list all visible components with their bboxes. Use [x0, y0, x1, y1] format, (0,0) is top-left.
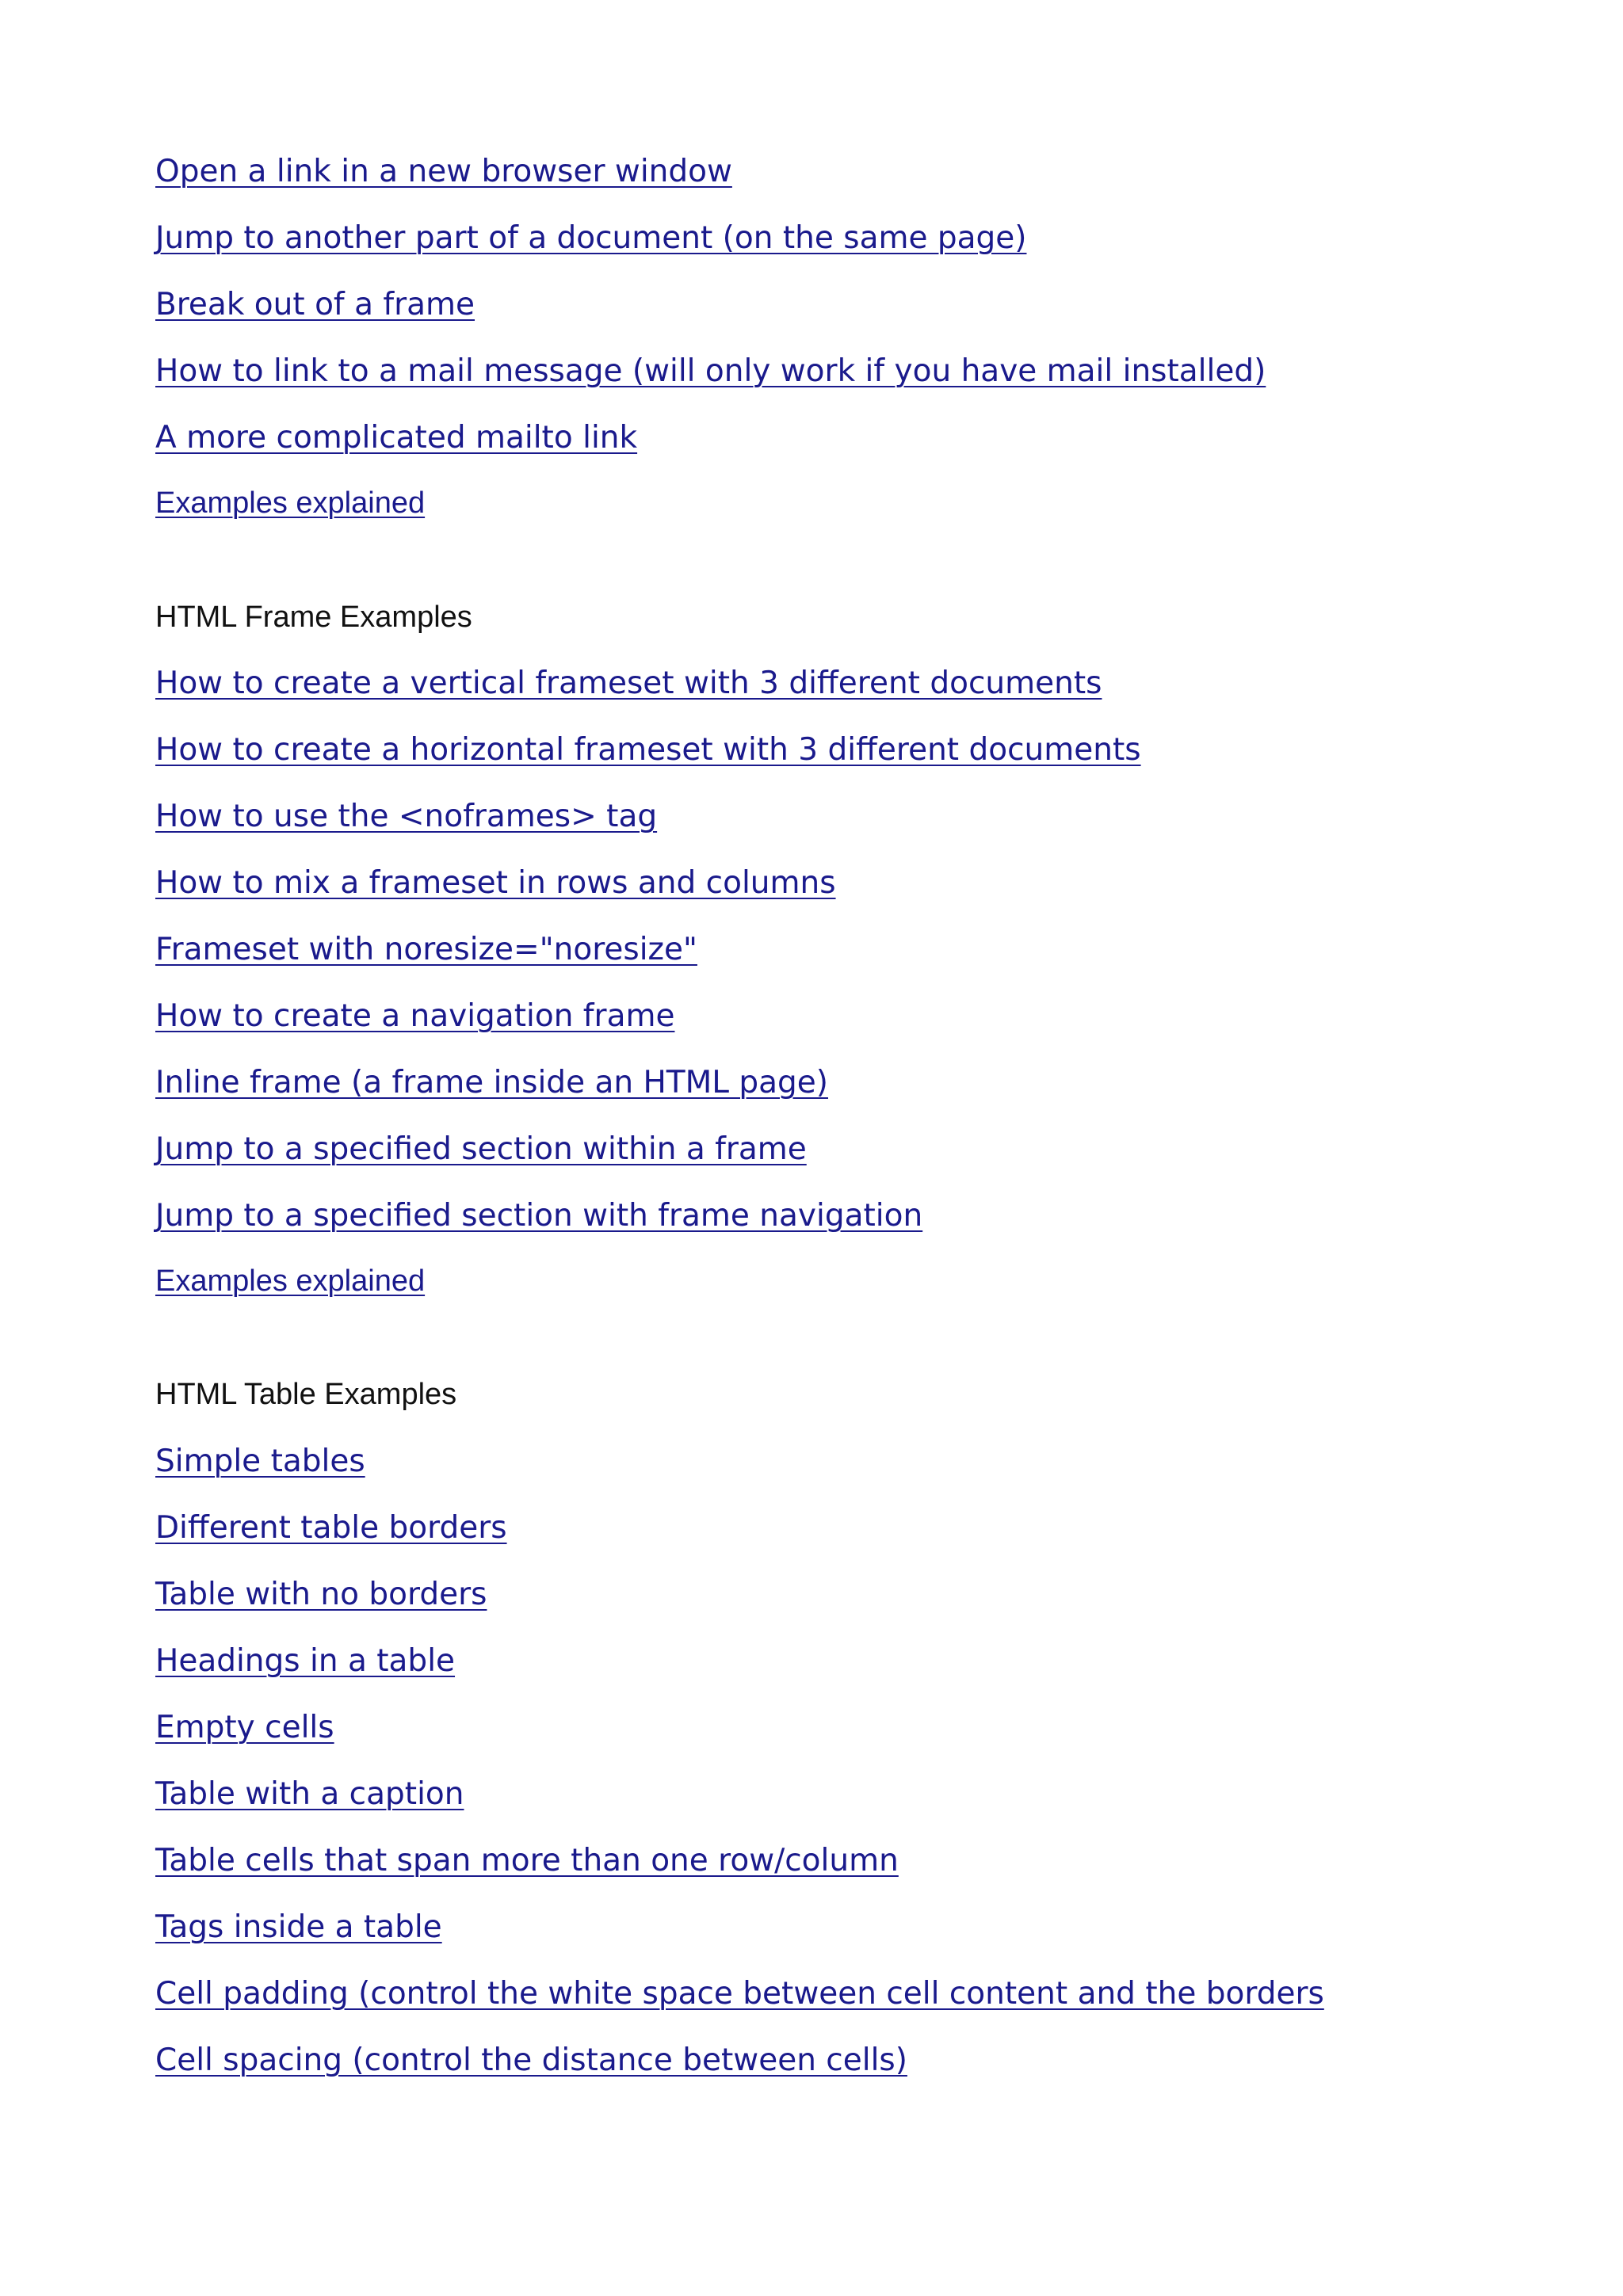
example-link[interactable]: Inline frame (a frame inside an HTML page): [155, 1065, 829, 1100]
example-link[interactable]: Simple tables: [155, 1444, 365, 1479]
example-link[interactable]: Empty cells: [155, 1710, 334, 1745]
example-link[interactable]: Tags inside a table: [155, 1909, 442, 1945]
example-link[interactable]: Different table borders: [155, 1510, 507, 1546]
example-link[interactable]: Break out of a frame: [155, 287, 475, 322]
example-link[interactable]: Headings in a table: [155, 1643, 456, 1679]
example-link[interactable]: Open a link in a new browser window: [155, 154, 732, 189]
example-link[interactable]: Cell padding (control the white space between cell content and the borders: [155, 1976, 1324, 2012]
example-link[interactable]: How to create a navigation frame: [155, 998, 675, 1034]
section-heading-table: HTML Table Examples: [155, 1378, 457, 1411]
example-link[interactable]: How to mix a frameset in rows and columns: [155, 865, 836, 901]
example-link[interactable]: Jump to a specified section with frame navigation: [155, 1198, 923, 1234]
example-link[interactable]: How to create a horizontal frameset with 3 different documents: [155, 732, 1141, 768]
examples-explained-link[interactable]: Examples explained: [155, 486, 426, 520]
example-link[interactable]: A more complicated mailto link: [155, 420, 638, 456]
example-link[interactable]: Frameset with noresize="noresize": [155, 932, 697, 967]
example-link[interactable]: How to create a vertical frameset with 3 different documents: [155, 666, 1102, 701]
example-link[interactable]: Cell spacing (control the distance between cells): [155, 2042, 907, 2078]
example-link[interactable]: How to link to a mail message (will only work if you have mail installed): [155, 353, 1266, 389]
example-link[interactable]: Table with a caption: [155, 1776, 464, 1812]
example-link[interactable]: Jump to a specified section within a frame: [155, 1131, 807, 1167]
example-link[interactable]: Table cells that span more than one row/column: [155, 1843, 899, 1878]
example-link[interactable]: Table with no borders: [155, 1577, 487, 1612]
example-link[interactable]: Jump to another part of a document (on the same page): [155, 220, 1027, 256]
section-heading-frame: HTML Frame Examples: [155, 601, 472, 634]
examples-explained-link[interactable]: Examples explained: [155, 1264, 426, 1298]
example-link[interactable]: How to use the <noframes> tag: [155, 799, 658, 834]
